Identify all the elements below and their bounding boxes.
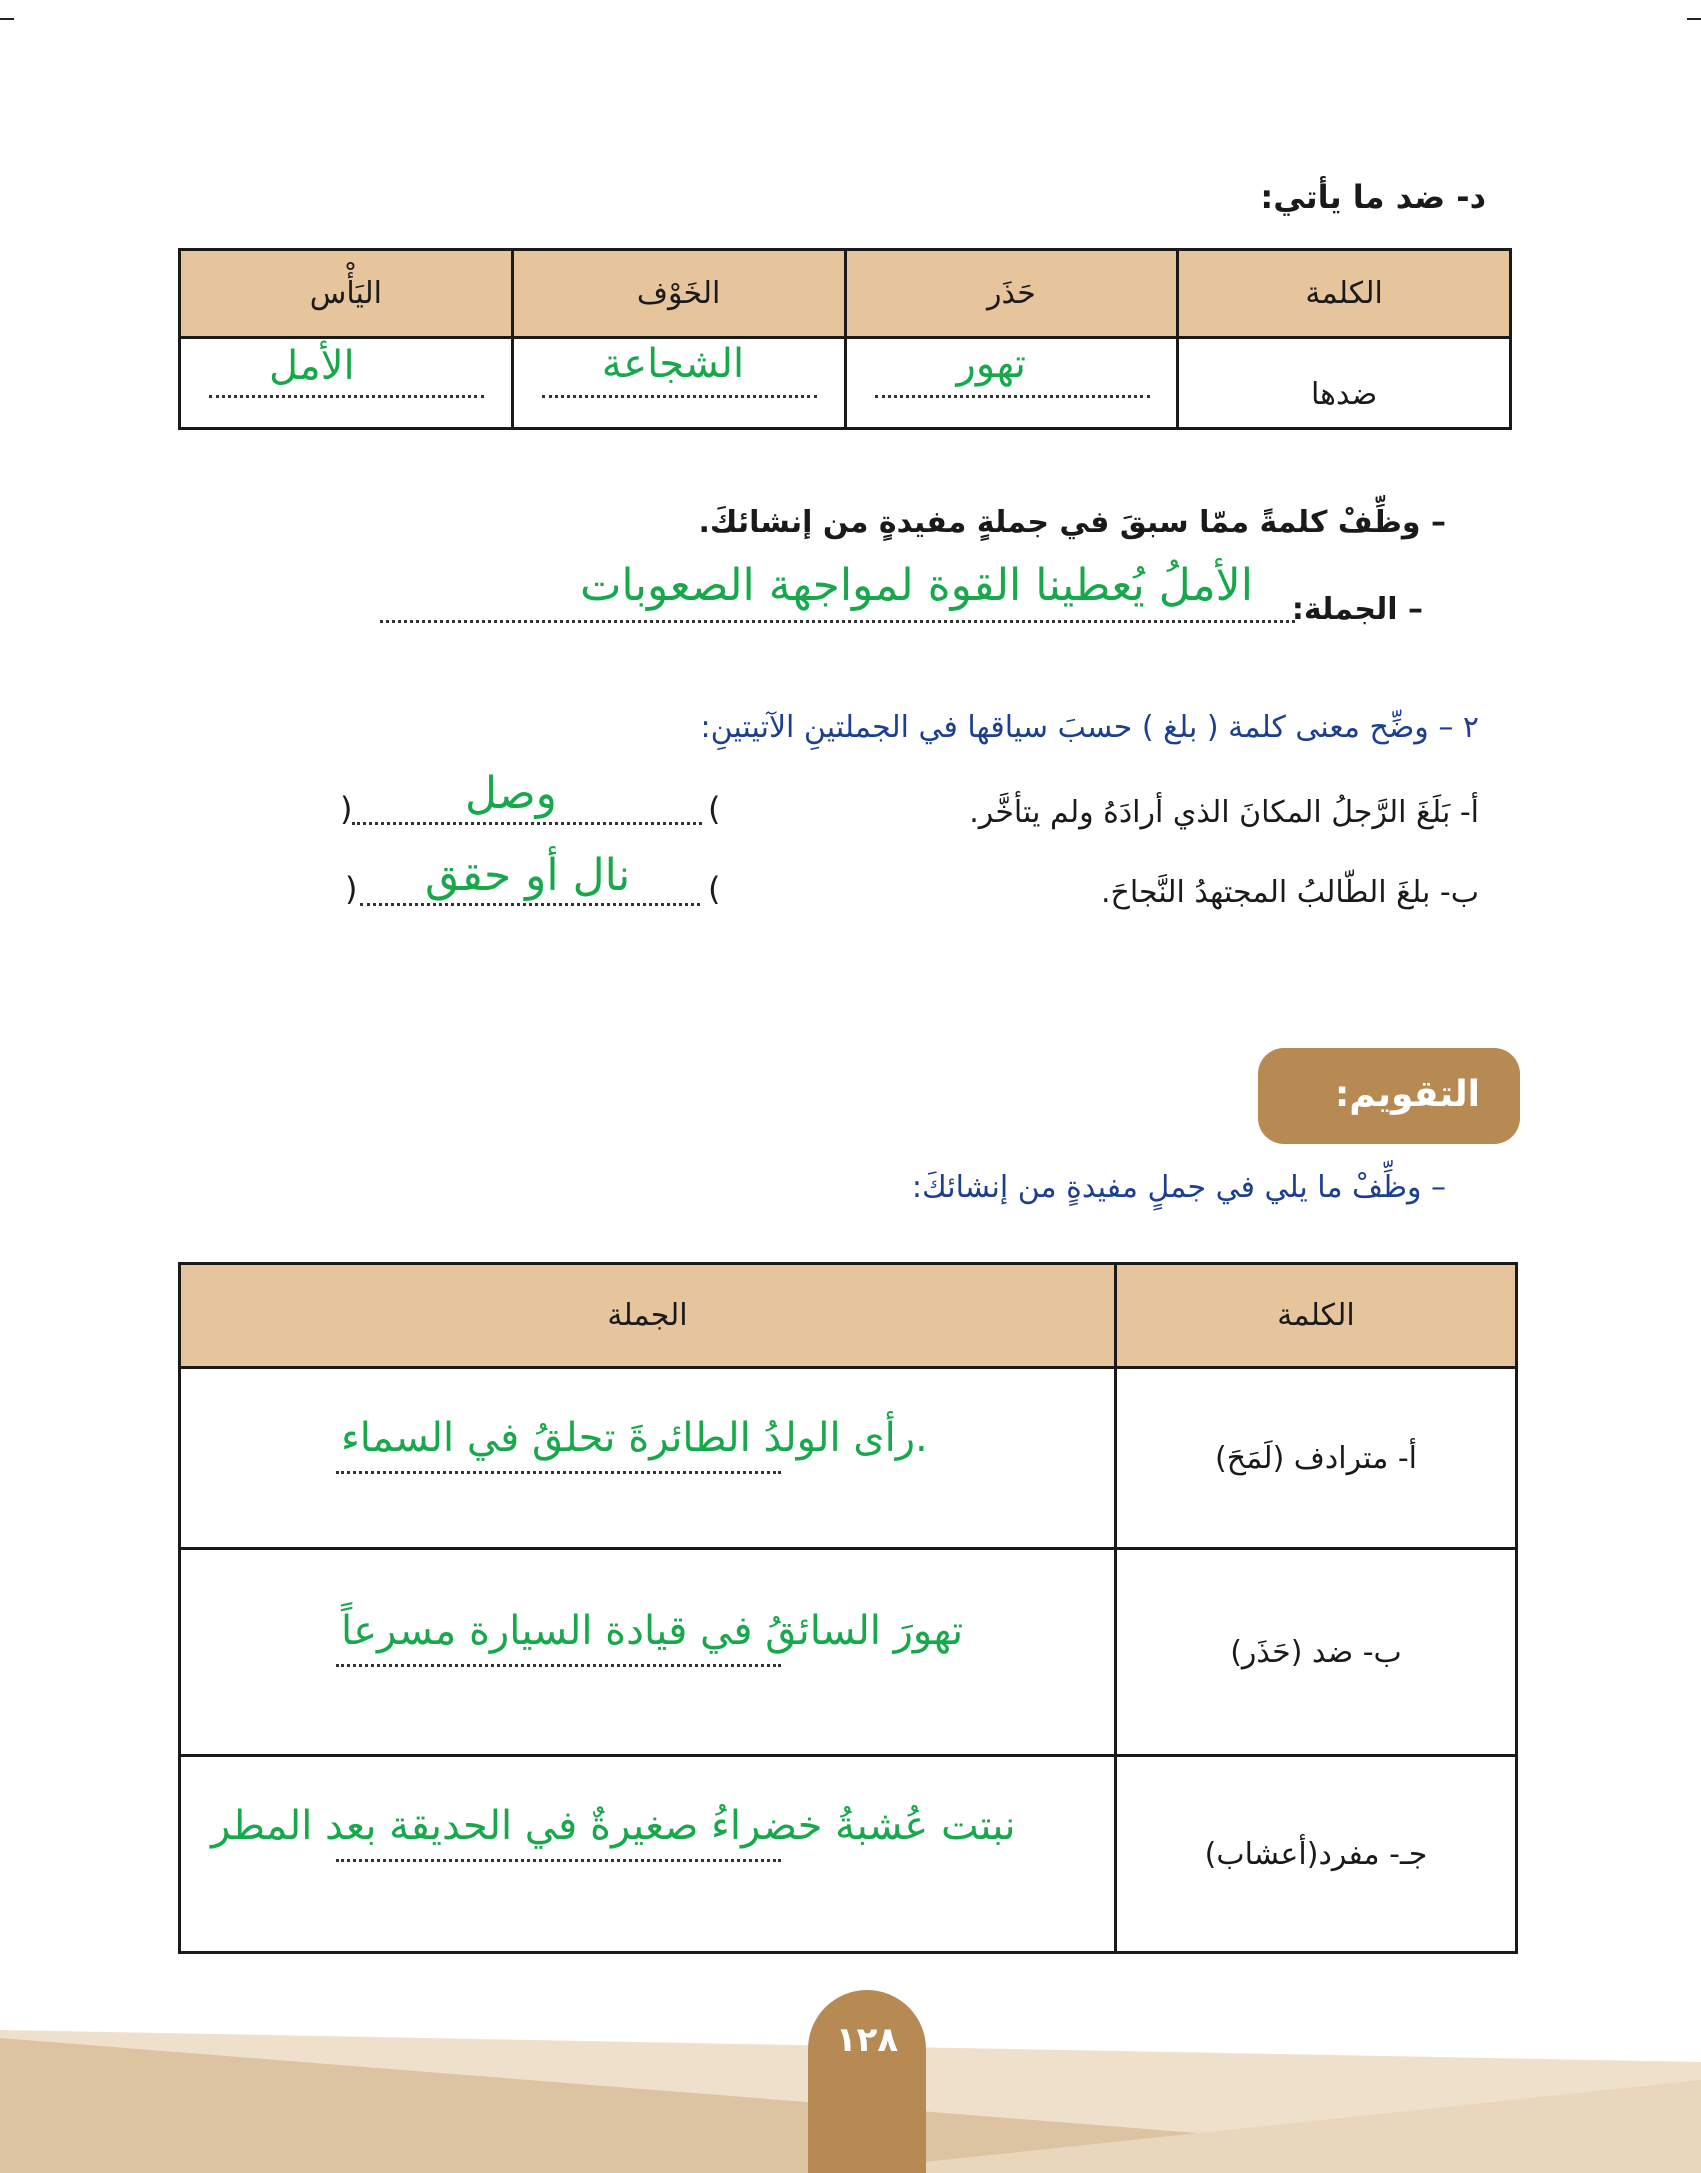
question-2-answer-b: نال أو حقق [425,850,631,901]
header-despair: اليَأْس [180,250,513,338]
paren-open: ( [708,870,721,908]
sentence-answer-c: نبتت عُشبةُ خضراءُ صغيرةٌ في الحديقة بعد المطر [211,1803,1016,1849]
sentence-cell[interactable] [180,1756,1116,1953]
row-label-antonym: ضدها [1178,338,1511,429]
dotted-line [336,1859,781,1862]
paren-open: ( [708,790,721,828]
word-cell-a: أ- مترادف (لَمَحَ) [1116,1368,1517,1549]
evaluation-badge-label: التقويم: [1334,1074,1480,1115]
answer-cell[interactable] [845,338,1178,429]
section-d-heading: د- ضد ما يأتي: [1260,178,1486,216]
dotted-line [336,1471,781,1474]
header-caution: حَذَر [845,250,1178,338]
crop-mark [1687,18,1701,20]
header-word: الكلمة [1116,1264,1517,1368]
dotted-line [209,395,484,398]
sentence-label: – الجملة: [1291,592,1423,627]
question-2-title: ٢ – وضِّح معنى كلمة ( بلغ ) حسبَ سياقها في الجملتينِ الآتيتينِ: [700,710,1479,745]
sentence-answer-b: تهورَ السائقُ في قيادة السيارة مسرعاً [341,1608,964,1654]
header-fear: الخَوْف [512,250,845,338]
dotted-line [542,395,817,398]
page-number-tab [808,1990,926,2173]
sentence-cell[interactable] [180,1549,1116,1756]
paren-close: ) [345,870,358,908]
header-word: الكلمة [1178,250,1511,338]
antonyms-table [178,248,1512,430]
sentence-answer-a: .رأى الولدُ الطائرةَ تحلقُ في السماء [341,1415,928,1461]
crop-mark [0,18,14,20]
answer-cell[interactable] [180,338,513,429]
dotted-line [352,822,702,825]
employ-instruction: – وظِّفْ كلمةً ممّا سبقَ في جملةٍ مفيدةٍ من إنشائكَ. [698,505,1446,540]
word-cell-b: ب- ضد (حَذَر) [1116,1549,1517,1756]
dotted-line [336,1664,781,1667]
page-number: ١٢٨ [835,2020,899,2060]
evaluation-badge [1258,1048,1520,1144]
answer-text: الأمل [269,343,355,389]
paren-close: ) [340,790,353,828]
dotted-line [380,620,1295,623]
question-2-item-a: أ- بَلَغَ الرَّجلُ المكانَ الذي أرادَهُ ولم يتأخَّر. [969,795,1479,830]
dotted-line [360,903,700,906]
dotted-line [875,395,1150,398]
sentence-answer: الأملُ يُعطينا القوة لمواجهة الصعوبات [579,560,1253,611]
header-sentence: الجملة [180,1264,1116,1368]
question-2-item-b: ب- بلغَ الطّالبُ المجتهدُ النَّجاحَ. [1100,875,1479,910]
word-cell-c: جـ- مفرد(أعشاب) [1116,1756,1517,1953]
evaluation-instruction: – وظِّفْ ما يلي في جملٍ مفيدةٍ من إنشائكَ: [911,1170,1446,1205]
answer-text: الشجاعة [601,341,745,387]
question-2-answer-a: وصل [465,768,557,819]
sentence-cell[interactable] [180,1368,1116,1549]
evaluation-table [178,1262,1518,1954]
answer-cell[interactable] [512,338,845,429]
answer-text: تهور [956,341,1027,387]
